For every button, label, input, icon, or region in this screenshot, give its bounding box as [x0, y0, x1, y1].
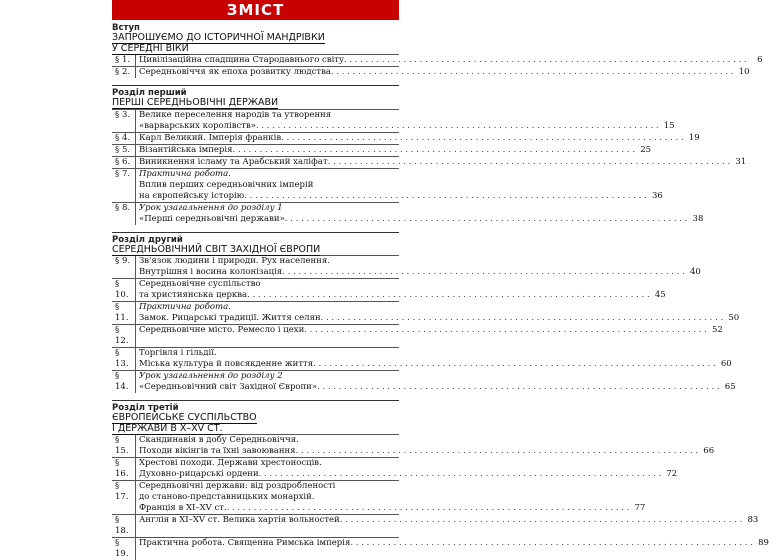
entry-number: § 5. [112, 145, 136, 156]
page-number: 66 [703, 446, 715, 456]
entry-text: Торгівля і гільдії. [139, 348, 217, 358]
entry-line [139, 492, 645, 503]
page-number: 25 [640, 144, 652, 155]
entry-number: § 4. [112, 133, 136, 144]
entry-body [136, 279, 666, 301]
entry-line [139, 67, 750, 78]
entry-text: Скандинавія в добу Середньовіччя. [139, 435, 299, 445]
entry-body [136, 145, 651, 156]
entry-number: § 1. [112, 55, 136, 66]
leader-dots [285, 214, 688, 225]
entry-text: Франція в XI–XV ст. [139, 503, 227, 513]
leader-dots [282, 267, 685, 278]
toc-entry[interactable] [112, 202, 704, 225]
entry-body [136, 348, 732, 370]
entry-body [136, 169, 663, 202]
entry-number: § 19. [112, 538, 136, 560]
toc-entry[interactable] [112, 132, 700, 144]
page-number: 83 [747, 515, 759, 525]
section-label: Розділ другий [112, 234, 183, 245]
leader-dots [328, 157, 731, 168]
toc-entry[interactable] [112, 109, 675, 132]
entry-line [139, 371, 736, 382]
table-of-contents [112, 21, 769, 560]
toc-entry[interactable] [112, 457, 678, 480]
entry-line [139, 481, 645, 492]
section-title [112, 424, 399, 435]
entry-body [136, 515, 758, 537]
page-number: 65 [724, 382, 736, 392]
entry-body [136, 256, 701, 278]
entry-text: та християнська церква [139, 290, 248, 300]
entry-line [139, 302, 739, 313]
page-number: 19 [688, 132, 700, 143]
entry-number: § 13. [112, 348, 136, 370]
entry-body [136, 157, 746, 168]
entry-text: Карл Великий. Імперія франків [139, 132, 282, 143]
entry-line [139, 290, 666, 301]
entry-number: § 10. [112, 279, 136, 301]
entry-number: § 18. [112, 515, 136, 537]
entry-body [136, 67, 750, 78]
entry-line [139, 145, 651, 156]
entry-body [136, 458, 677, 480]
page-number: 45 [654, 290, 666, 300]
entry-text: Практична робота. Священна Римська імперія [139, 538, 351, 548]
entry-text: Середньовічне суспільство [139, 279, 261, 289]
leader-dots [321, 313, 724, 324]
leader-dots [281, 133, 684, 144]
entry-text: Урок узагальнення до розділу 2 [139, 371, 283, 381]
page-number: 52 [712, 325, 723, 335]
page-number: 89 [758, 538, 769, 548]
leader-dots [313, 359, 716, 370]
toc-entry[interactable] [112, 168, 663, 202]
entry-number: § 6. [112, 157, 136, 168]
entry-line [139, 446, 714, 457]
page-number: 38 [692, 213, 704, 224]
page-number: 72 [666, 469, 678, 479]
toc-entry[interactable] [112, 370, 736, 393]
leader-dots [244, 191, 647, 202]
toc-section [112, 400, 769, 560]
entry-text: Духовно-рицарські ордени [139, 469, 259, 479]
section-title-text: ЄВРОПЕЙСЬКЕ СУСПІЛЬСТВО [112, 412, 257, 423]
leader-dots [304, 325, 707, 336]
entry-text: до станово-представницьких монархій. [139, 492, 315, 502]
entry-text: Замок. Рицарські традиції. Життя селян [139, 313, 321, 323]
entry-line [139, 348, 732, 359]
entry-line [139, 157, 746, 168]
entry-text: «варварських королівств» [139, 120, 256, 131]
entry-line [139, 267, 701, 278]
entry-number: § 11. [112, 302, 136, 324]
entry-number: § 8. [112, 203, 136, 225]
entry-text: Хрестові походи. Держави хрестоносців. [139, 458, 322, 468]
entry-text: Середньовічне місто. Ремесло і цехи [139, 325, 305, 335]
toc-entry[interactable] [112, 347, 732, 370]
leader-dots [259, 469, 662, 480]
entry-line [139, 180, 663, 191]
leader-dots [296, 446, 699, 457]
leader-dots [331, 67, 734, 78]
toc-entry[interactable] [112, 278, 666, 301]
section-title-text: ЗАПРОШУЄМО ДО ІСТОРИЧНОЇ МАНДРІВКИ [112, 32, 325, 43]
toc-entry[interactable] [112, 301, 740, 324]
page-number: 15 [663, 120, 675, 131]
toc-entry[interactable] [112, 434, 715, 457]
entry-body [136, 110, 675, 132]
entry-body [136, 371, 736, 393]
section-label: Вступ [112, 23, 140, 33]
toc-entry[interactable] [112, 66, 750, 78]
page-number: 40 [689, 267, 701, 277]
leader-dots [256, 121, 659, 132]
entry-number: § 17. [112, 481, 136, 514]
entry-text: Виникнення ісламу та Арабський халіфат [139, 156, 328, 167]
entry-line [139, 191, 663, 202]
entry-line [139, 469, 677, 480]
entry-text: Практична робота. [139, 168, 231, 179]
page-title: ЗМІСТ [112, 0, 399, 20]
toc-entry[interactable] [112, 514, 759, 537]
entry-line [139, 313, 739, 324]
entry-body [136, 435, 714, 457]
page-number: 50 [728, 313, 740, 323]
entry-line [139, 279, 666, 290]
section-title-text: І ДЕРЖАВИ В Х–XV СТ. [112, 422, 223, 434]
toc-entry[interactable] [112, 537, 769, 560]
entry-text: Урок узагальнення до розділу 1 [139, 202, 283, 213]
leader-dots [340, 515, 743, 526]
entry-line [139, 458, 677, 469]
entry-number: § 3. [112, 110, 136, 132]
section-title [112, 98, 399, 109]
entry-line [139, 382, 736, 393]
entry-number: § 7. [112, 169, 136, 202]
entry-number: § 14. [112, 371, 136, 393]
entry-line [139, 121, 675, 132]
entry-number: § 9. [112, 256, 136, 278]
entry-line [139, 55, 763, 66]
entry-text: Внутрішня і восина колонізація [139, 267, 283, 277]
toc-entry[interactable] [112, 255, 701, 278]
entry-text: «Середньовічний світ Західної Європи» [139, 382, 318, 392]
leader-dots [227, 503, 630, 514]
entry-line [139, 214, 703, 225]
entry-text: «Перші середньовічні держави» [139, 213, 285, 224]
entry-line [139, 169, 663, 180]
page-number: 36 [651, 190, 663, 201]
section-title [112, 44, 399, 55]
entry-body [136, 203, 703, 225]
section-title-text: СЕРЕДНЬОВІЧНИЙ СВІТ ЗАХІДНОЇ ЄВРОПИ [112, 243, 321, 255]
entry-line [139, 110, 675, 121]
toc-section [112, 232, 740, 394]
entry-number: § 12. [112, 325, 136, 347]
toc-entry[interactable] [112, 324, 723, 347]
entry-body [136, 55, 763, 66]
entry-text: Середньовічні держави: від роздробленості [139, 481, 336, 491]
entry-body [136, 325, 723, 347]
entry-text: на європейську історію [139, 190, 245, 201]
entry-body [136, 538, 769, 560]
page-number: 31 [735, 156, 747, 167]
entry-text: Велике переселення народів та утворення [139, 109, 332, 120]
entry-number: § 15. [112, 435, 136, 457]
entry-text: Середньовіччя як епоха розвитку людства [139, 67, 331, 77]
toc-section [112, 85, 747, 225]
toc-entry[interactable] [112, 156, 747, 168]
entry-body [136, 302, 739, 324]
section-title [112, 33, 399, 44]
entry-line [139, 203, 703, 214]
toc-entry[interactable] [112, 144, 652, 156]
entry-body [136, 481, 645, 514]
entry-number: § 2. [112, 67, 136, 78]
leader-dots [317, 382, 720, 393]
entry-text: Зв'язок людини і природи. Рух населення. [139, 256, 330, 266]
entry-line [139, 325, 723, 336]
entry-text: Міська культура й повсякденне життя [139, 359, 314, 369]
entry-line [139, 256, 701, 267]
page-number: 10 [738, 67, 750, 77]
toc-section [112, 21, 763, 78]
leader-dots [350, 538, 753, 549]
entry-text: Англія в XI–XV ст. Велика хартія вольностей [139, 515, 340, 525]
entry-body [136, 133, 700, 144]
toc-entry[interactable] [112, 54, 763, 66]
section-title-text: У СЕРЕДНІ ВІКИ [112, 42, 189, 54]
entry-text: Практична робота. [139, 302, 231, 312]
entry-line [139, 538, 769, 549]
leader-dots [232, 145, 635, 156]
entry-line [139, 503, 645, 514]
leader-dots [247, 290, 650, 301]
leader-dots [344, 55, 747, 66]
section-title [112, 413, 399, 424]
page-number: 60 [720, 359, 732, 369]
entry-text: Вплив перших середньовічних імперій [139, 179, 314, 190]
entry-line [139, 515, 758, 526]
toc-entry[interactable] [112, 480, 646, 514]
entry-number: § 16. [112, 458, 136, 480]
entry-text: Цивілізаційна спадщина Стародавнього світу [139, 55, 344, 65]
entry-line [139, 435, 714, 446]
section-title-text: ПЕРШІ СЕРЕДНЬОВІЧНІ ДЕРЖАВИ [112, 97, 279, 108]
entry-text: Походи вікінгів та їхні завоювання [139, 446, 296, 456]
entry-text: Візантійська імперія [139, 144, 233, 155]
entry-line [139, 133, 700, 144]
page-number: 6 [757, 55, 763, 65]
page-number: 77 [634, 503, 646, 513]
entry-line [139, 359, 732, 370]
section-title [112, 245, 399, 256]
section-label: Розділ третій [112, 403, 179, 413]
section-label: Розділ перший [112, 88, 187, 98]
